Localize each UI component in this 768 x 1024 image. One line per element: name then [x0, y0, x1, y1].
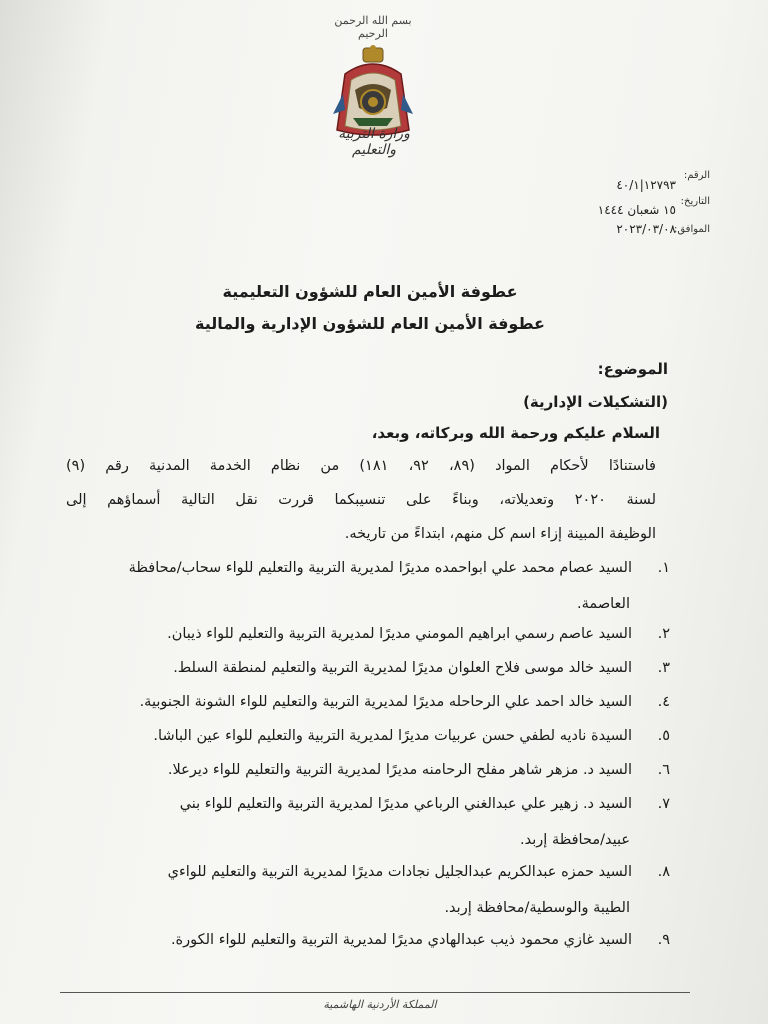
number-value: ١٢٧٩٣|٤٠/١	[616, 178, 676, 192]
item-text: السيدة ناديه لطفي حسن عربيات مديرًا لمديرية التربية والتعليم للواء عين الباشا.	[153, 728, 632, 744]
ministry-name: وزارة التربية والتعليم	[338, 126, 410, 158]
item-number: ٥.	[657, 728, 670, 744]
corresponding-label: الموافق:	[673, 224, 710, 235]
item-number: ٧.	[657, 796, 670, 812]
item-number: ٣.	[657, 660, 670, 676]
corresponding-value: ٢٠٢٣/٠٣/٠٨	[616, 222, 676, 236]
subject-label: الموضوع:	[597, 360, 668, 378]
item-text: السيد حمزه عبدالكريم عبدالجليل نجادات مديرًا لمديرية التربية والتعليم للواءي	[167, 864, 632, 880]
item-text: السيد د. زهير علي عبدالغني الرباعي مديرًا لمديرية التربية والتعليم للواء بني	[179, 796, 632, 812]
item-text: السيد خالد احمد علي الرحاحله مديرًا لمديرية التربية والتعليم للواء الشونة الجنوبية.	[139, 694, 632, 710]
footer-divider	[60, 992, 690, 993]
body-line-1: فاستنادًا لأحكام المواد (٨٩، ٩٢، ١٨١) من نظام الخدمة المدنية رقم (٩)	[66, 458, 656, 474]
date-label: التاريخ:	[680, 196, 710, 207]
subject-value: (التشكيلات الإدارية)	[523, 393, 668, 411]
item-number: ٦.	[657, 762, 670, 778]
item-number: ٩.	[657, 932, 670, 948]
greeting: السلام عليكم ورحمة الله وبركاته، وبعد،	[371, 424, 660, 442]
item-text: السيد عاصم رسمي ابراهيم المومني مديرًا لمديرية التربية والتعليم للواء ذيبان.	[167, 626, 632, 642]
body-line-2: لسنة ٢٠٢٠ وتعديلاته، وبناءً على تنسيبكما قررت نقل التالية أسماؤهم إلى	[66, 492, 656, 508]
item-continuation: الطيبة والوسطية/محافظة إربد.	[444, 900, 630, 916]
item-text: السيد غازي محمود ذيب عبدالهادي مديرًا لمديرية التربية والتعليم للواء الكورة.	[170, 932, 632, 948]
item-number: ٨.	[657, 864, 670, 880]
basmala: بسم الله الرحمن الرحيم	[334, 14, 412, 40]
date-value: ١٥ شعبان ١٤٤٤	[597, 203, 676, 217]
addressee-2: عطوفة الأمين العام للشؤون الإدارية والمالية	[195, 314, 545, 333]
item-number: ٤.	[657, 694, 670, 710]
number-label: الرقم:	[683, 170, 710, 181]
addressee-1: عطوفة الأمين العام للشؤون التعليمية	[222, 282, 518, 301]
item-number: ٢.	[657, 626, 670, 642]
item-text: السيد عصام محمد علي ابواحمده مديرًا لمديرية التربية والتعليم للواء سحاب/محافظة	[128, 560, 632, 576]
body-line-3: الوظيفة المبينة إزاء اسم كل منهم، ابتداءً من تاريخه.	[344, 526, 656, 542]
item-continuation: العاصمة.	[577, 596, 630, 612]
item-continuation: عبيد/محافظة إربد.	[520, 832, 630, 848]
item-text: السيد خالد موسى فلاح العلوان مديرًا لمديرية التربية والتعليم لمنطقة السلط.	[173, 660, 632, 676]
footer-text: المملكة الأردنية الهاشمية	[323, 998, 437, 1011]
item-text: السيد د. مزهر شاهر مفلح الرحامنه مديرًا لمديرية التربية والتعليم للواء ديرعلا.	[167, 762, 632, 778]
item-number: ١.	[657, 560, 670, 576]
